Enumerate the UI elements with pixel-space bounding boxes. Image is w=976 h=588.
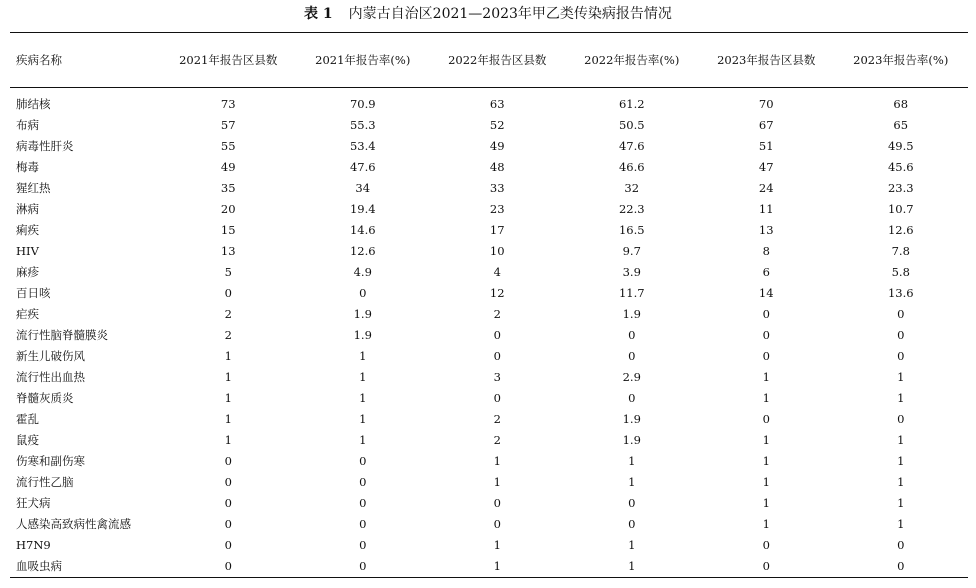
data-table (10, 33, 968, 87)
header-2023-rate: 2023年报告率(%) (853, 53, 949, 67)
cell-2023-counties: 67 (758, 118, 774, 132)
table-row (10, 157, 968, 178)
cell-2021-counties: 0 (224, 517, 232, 531)
cell-2022-rate: 16.5 (618, 223, 645, 237)
cell-2022-rate: 1 (628, 538, 636, 552)
cell-2021-rate: 1 (359, 370, 367, 384)
table-row (10, 304, 968, 325)
cell-2023-rate: 10.7 (887, 202, 914, 216)
cell-2022-counties: 2 (493, 412, 501, 426)
table-row (10, 94, 968, 115)
cell-2021-counties: 73 (220, 97, 236, 111)
cell-disease-name: HIV (16, 244, 39, 258)
cell-disease-name: 血吸虫病 (16, 559, 62, 573)
cell-disease-name: 病毒性肝炎 (16, 139, 74, 153)
cell-2021-counties: 0 (224, 538, 232, 552)
cell-2023-counties: 0 (762, 328, 770, 342)
cell-2023-rate: 65 (893, 118, 909, 132)
table-row (10, 220, 968, 241)
cell-2023-counties: 0 (762, 559, 770, 573)
cell-2021-counties: 13 (220, 244, 236, 258)
cell-2022-rate: 61.2 (618, 97, 645, 111)
table-row (10, 199, 968, 220)
table-row (10, 283, 968, 304)
cell-2022-rate: 22.3 (618, 202, 645, 216)
cell-2023-counties: 1 (762, 433, 770, 447)
cell-2023-rate: 0 (897, 307, 905, 321)
cell-2021-rate: 14.6 (349, 223, 376, 237)
cell-disease-name: 脊髓灰质炎 (16, 391, 74, 405)
cell-2022-counties: 0 (493, 349, 501, 363)
cell-2022-rate: 1 (628, 454, 636, 468)
cell-disease-name: 肺结核 (16, 97, 51, 111)
table-row (10, 451, 968, 472)
cell-2021-counties: 57 (220, 118, 236, 132)
cell-2021-rate: 12.6 (349, 244, 376, 258)
cell-2021-counties: 5 (224, 265, 232, 279)
cell-2021-counties: 1 (224, 370, 232, 384)
table-row (10, 115, 968, 136)
cell-2021-counties: 15 (220, 223, 236, 237)
cell-2021-rate: 34 (355, 181, 371, 195)
cell-2023-counties: 0 (762, 349, 770, 363)
cell-2021-counties: 1 (224, 391, 232, 405)
table-body (10, 88, 968, 577)
cell-2021-rate: 1 (359, 349, 367, 363)
cell-disease-name: H7N9 (16, 538, 51, 552)
cell-2023-rate: 1 (897, 475, 905, 489)
cell-2023-counties: 14 (758, 286, 774, 300)
table-number: 表 1 (304, 6, 333, 22)
table-row (10, 367, 968, 388)
cell-2022-counties: 1 (493, 475, 501, 489)
cell-2022-counties: 33 (489, 181, 505, 195)
cell-2021-counties: 49 (220, 160, 236, 174)
cell-2021-counties: 0 (224, 286, 232, 300)
cell-2022-rate: 1.9 (622, 412, 641, 426)
header-row (10, 33, 968, 87)
table-title: 内蒙古自治区2021—2023年甲乙类传染病报告情况 (348, 6, 672, 22)
cell-2023-rate: 13.6 (887, 286, 914, 300)
cell-2022-counties: 63 (489, 97, 505, 111)
cell-2023-rate: 0 (897, 559, 905, 573)
cell-2021-rate: 0 (359, 475, 367, 489)
cell-2022-rate: 46.6 (618, 160, 645, 174)
cell-2022-rate: 3.9 (622, 265, 641, 279)
cell-2021-counties: 2 (224, 328, 232, 342)
cell-2022-counties: 4 (493, 265, 501, 279)
cell-2021-rate: 1 (359, 433, 367, 447)
cell-2022-rate: 1 (628, 475, 636, 489)
cell-disease-name: 百日咳 (16, 286, 51, 300)
cell-2021-rate: 1 (359, 391, 367, 405)
cell-2021-rate: 1 (359, 412, 367, 426)
table-row (10, 472, 968, 493)
cell-2023-counties: 8 (762, 244, 770, 258)
cell-2021-counties: 1 (224, 412, 232, 426)
cell-2022-counties: 10 (489, 244, 505, 258)
table-row (10, 409, 968, 430)
cell-2023-rate: 0 (897, 412, 905, 426)
cell-2023-rate: 5.8 (891, 265, 910, 279)
cell-2023-rate: 45.6 (887, 160, 914, 174)
cell-2022-rate: 2.9 (622, 370, 641, 384)
cell-2022-rate: 0 (628, 328, 636, 342)
cell-2023-rate: 0 (897, 349, 905, 363)
table-row (10, 556, 968, 577)
cell-2021-rate: 0 (359, 559, 367, 573)
cell-2022-counties: 17 (489, 223, 505, 237)
cell-2023-rate: 1 (897, 454, 905, 468)
cell-disease-name: 疟疾 (16, 307, 39, 321)
header-2022-rate: 2022年报告率(%) (584, 53, 680, 67)
cell-2022-counties: 1 (493, 538, 501, 552)
cell-disease-name: 狂犬病 (16, 496, 51, 510)
cell-2023-counties: 24 (758, 181, 774, 195)
cell-2023-counties: 1 (762, 496, 770, 510)
cell-disease-name: 猩红热 (16, 181, 51, 195)
cell-2022-rate: 1.9 (622, 307, 641, 321)
cell-disease-name: 梅毒 (16, 160, 39, 174)
table-row (10, 325, 968, 346)
cell-disease-name: 淋病 (16, 202, 39, 216)
table-header (10, 33, 968, 87)
cell-2022-rate: 11.7 (618, 286, 645, 300)
cell-2023-rate: 1 (897, 496, 905, 510)
cell-2023-counties: 1 (762, 391, 770, 405)
cell-disease-name: 霍乱 (16, 412, 39, 426)
cell-2023-counties: 1 (762, 454, 770, 468)
table-row (10, 535, 968, 556)
cell-2021-counties: 0 (224, 559, 232, 573)
table-row (10, 493, 968, 514)
header-2022-counties: 2022年报告区县数 (448, 53, 547, 67)
cell-2022-rate: 50.5 (618, 118, 645, 132)
cell-2021-rate: 0 (359, 496, 367, 510)
cell-2022-rate: 1.9 (622, 433, 641, 447)
table-row (10, 514, 968, 535)
data-table-body (10, 88, 968, 577)
table-caption (0, 4, 976, 24)
cell-disease-name: 人感染高致病性禽流感 (16, 517, 131, 531)
cell-2022-counties: 2 (493, 307, 501, 321)
cell-2022-rate: 9.7 (622, 244, 641, 258)
cell-2021-rate: 0 (359, 538, 367, 552)
cell-2023-counties: 0 (762, 307, 770, 321)
cell-2022-counties: 12 (489, 286, 505, 300)
cell-2023-counties: 51 (758, 139, 774, 153)
cell-2021-counties: 35 (220, 181, 236, 195)
cell-2023-rate: 1 (897, 370, 905, 384)
header-2021-rate: 2021年报告率(%) (315, 53, 411, 67)
cell-2021-rate: 47.6 (349, 160, 376, 174)
cell-2022-counties: 0 (493, 391, 501, 405)
cell-2022-counties: 1 (493, 559, 501, 573)
table-row (10, 178, 968, 199)
header-disease-name: 疾病名称 (16, 53, 62, 67)
header-2023-counties: 2023年报告区县数 (717, 53, 816, 67)
bottom-rule (10, 577, 968, 578)
cell-2022-rate: 0 (628, 517, 636, 531)
cell-2022-rate: 32 (624, 181, 640, 195)
cell-2022-counties: 0 (493, 517, 501, 531)
cell-2021-counties: 0 (224, 496, 232, 510)
cell-disease-name: 流行性乙脑 (16, 475, 74, 489)
cell-2021-counties: 20 (220, 202, 236, 216)
cell-2021-rate: 1.9 (353, 328, 372, 342)
cell-2023-rate: 49.5 (887, 139, 914, 153)
cell-disease-name: 麻疹 (16, 265, 39, 279)
cell-2023-rate: 23.3 (887, 181, 914, 195)
cell-2022-rate: 0 (628, 496, 636, 510)
cell-2022-counties: 48 (489, 160, 505, 174)
cell-disease-name: 痢疾 (16, 223, 39, 237)
cell-2023-counties: 1 (762, 517, 770, 531)
cell-disease-name: 流行性脑脊髓膜炎 (16, 328, 108, 342)
cell-2023-rate: 0 (897, 328, 905, 342)
table-row (10, 346, 968, 367)
cell-disease-name: 新生儿破伤风 (16, 349, 85, 363)
table-row (10, 388, 968, 409)
cell-2023-counties: 13 (758, 223, 774, 237)
cell-2021-rate: 0 (359, 517, 367, 531)
cell-2023-rate: 1 (897, 433, 905, 447)
cell-2021-counties: 1 (224, 433, 232, 447)
cell-disease-name: 鼠疫 (16, 433, 39, 447)
cell-2023-counties: 0 (762, 538, 770, 552)
table-row (10, 430, 968, 451)
cell-2021-rate: 4.9 (353, 265, 372, 279)
cell-2023-counties: 11 (758, 202, 774, 216)
cell-2021-rate: 70.9 (349, 97, 376, 111)
cell-2022-rate: 1 (628, 559, 636, 573)
cell-2023-rate: 12.6 (887, 223, 914, 237)
cell-2021-rate: 0 (359, 454, 367, 468)
cell-2021-counties: 0 (224, 475, 232, 489)
cell-2021-counties: 0 (224, 454, 232, 468)
cell-2021-counties: 1 (224, 349, 232, 363)
cell-2022-counties: 23 (489, 202, 505, 216)
cell-2023-rate: 1 (897, 391, 905, 405)
cell-2023-counties: 0 (762, 412, 770, 426)
cell-2022-rate: 0 (628, 391, 636, 405)
cell-2022-counties: 2 (493, 433, 501, 447)
cell-2023-counties: 70 (758, 97, 774, 111)
cell-2022-counties: 1 (493, 454, 501, 468)
cell-2022-counties: 0 (493, 496, 501, 510)
cell-2021-rate: 1.9 (353, 307, 372, 321)
cell-2023-counties: 1 (762, 475, 770, 489)
cell-2023-counties: 47 (758, 160, 774, 174)
table-row (10, 136, 968, 157)
cell-2023-counties: 1 (762, 370, 770, 384)
cell-2023-rate: 68 (893, 97, 909, 111)
header-2021-counties: 2021年报告区县数 (179, 53, 278, 67)
cell-2021-rate: 53.4 (349, 139, 376, 153)
cell-2022-counties: 52 (489, 118, 505, 132)
cell-2022-rate: 0 (628, 349, 636, 363)
cell-2022-rate: 47.6 (618, 139, 645, 153)
cell-2023-rate: 0 (897, 538, 905, 552)
cell-2022-counties: 3 (493, 370, 501, 384)
cell-2023-counties: 6 (762, 265, 770, 279)
cell-2021-counties: 55 (220, 139, 236, 153)
cell-disease-name: 布病 (16, 118, 39, 132)
cell-2021-rate: 55.3 (349, 118, 376, 132)
cell-2023-rate: 1 (897, 517, 905, 531)
cell-disease-name: 流行性出血热 (16, 370, 85, 384)
table-row (10, 241, 968, 262)
table-row (10, 262, 968, 283)
cell-2022-counties: 49 (489, 139, 505, 153)
cell-2021-counties: 2 (224, 307, 232, 321)
cell-disease-name: 伤寒和副伤寒 (16, 454, 85, 468)
infectious-disease-table (10, 32, 968, 578)
cell-2023-rate: 7.8 (891, 244, 910, 258)
cell-2021-rate: 19.4 (349, 202, 376, 216)
cell-2021-rate: 0 (359, 286, 367, 300)
cell-2022-counties: 0 (493, 328, 501, 342)
